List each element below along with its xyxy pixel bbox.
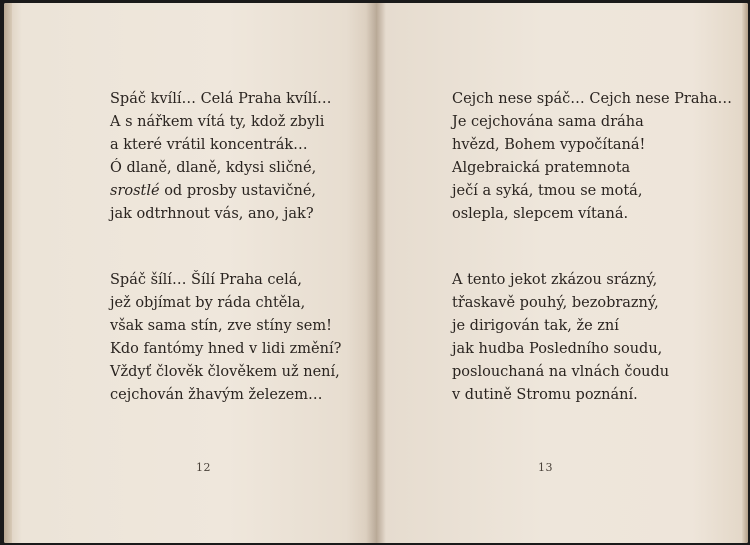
poem-line: jež objímat by ráda chtěla,: [110, 295, 306, 311]
poem-line: Spáč šílí… Šílí Praha celá,: [110, 272, 303, 288]
right-page: [376, 3, 748, 543]
poem-line: poslouchaná na vlnách čoudu: [452, 364, 670, 380]
poem-line: však sama stín, zve stíny sem!: [110, 318, 332, 334]
left-stanza-2: [110, 269, 341, 407]
poem-line: Cejch nese spáč… Cejch nese Praha…: [452, 91, 732, 107]
page-number-left: 12: [196, 461, 211, 474]
poem-line: Ó dlaně, dlaně, kdysi sličné,: [110, 160, 317, 176]
italic-word: srostlé: [110, 183, 160, 199]
poem-line: cejchován žhavým železem…: [110, 387, 323, 403]
poem-line: Vždyť člověk člověkem už není,: [110, 364, 340, 380]
poem-line: v dutině Stromu poznání.: [452, 387, 638, 403]
poem-line: ječí a syká, tmou se motá,: [452, 183, 643, 199]
poem-line: Kdo fantómy hned v lidi změní?: [110, 341, 342, 357]
page-number-right: 13: [538, 461, 553, 474]
poem-line: Spáč kvílí… Celá Praha kvílí…: [110, 91, 332, 107]
left-stanza-1: [110, 88, 331, 226]
poem-line: oslepla, slepcem vítaná.: [452, 206, 629, 222]
poem-line-mixed: [110, 180, 331, 203]
poem-line: a které vrátil koncentrák…: [110, 137, 308, 153]
poem-line: A tento jekot zkázou srázný,: [452, 272, 658, 288]
left-page-edge: [4, 3, 12, 543]
poem-line: hvězd, Bohem vypočítaná!: [452, 137, 646, 153]
poem-line: Je cejchována sama dráha: [452, 114, 644, 130]
poem-line: jak hudba Posledního soudu,: [452, 341, 663, 357]
right-stanza-1: [452, 88, 732, 226]
poem-line-rest: od prosby ustavičné,: [159, 183, 317, 199]
left-page: [4, 3, 376, 543]
right-page-edge: [742, 3, 748, 543]
book-spread: [4, 3, 748, 543]
poem-line: A s nářkem vítá ty, kdož zbyli: [110, 114, 325, 130]
book-gutter: [366, 3, 386, 543]
poem-line: jak odtrhnout vás, ano, jak?: [110, 206, 314, 222]
right-stanza-2: [452, 269, 669, 407]
poem-line: Algebraická pratemnota: [452, 160, 631, 176]
poem-line: třaskavě pouhý, bezobrazný,: [452, 295, 659, 311]
poem-line: je dirigován tak, že zní: [452, 318, 619, 334]
